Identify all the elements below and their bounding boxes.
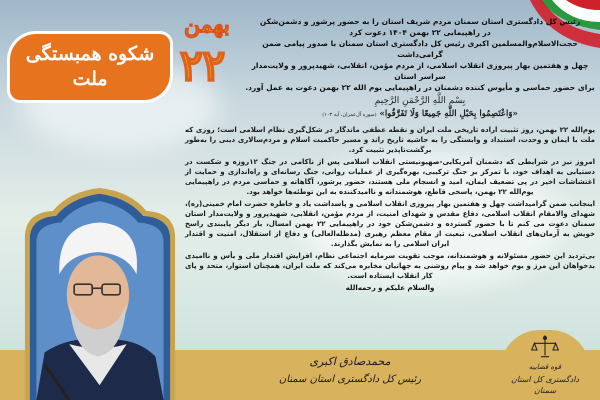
signatory-role: رئیس کل دادگستری استان سمنان (278, 374, 422, 385)
message-body (185, 125, 595, 281)
announcement-header (245, 16, 595, 93)
title-month: بهمن (184, 12, 230, 38)
closing: والسلام علیکم و رحمه‌الله (345, 284, 435, 292)
verse-ref: (سوره آل‌عمران، آیه ۱۰۳) (322, 112, 377, 118)
scales-of-justice-icon (531, 334, 559, 358)
paragraph: یوم‌الله ۲۲ بهمن، روز تثبیت اراده تاریخی ملت ایران و نقطه عطفی ماندگار در شکل‌گیری نظام اسلامی است؛ روزی که ملت با ایمان و وحدت، استبداد و وابستگی را به حاشیه تاریخ راند و مسیر حاکمیت اسلام و مردم‌سالاری دینی را به‌طور برگشت‌ناپذیر تثبیت کرد. (185, 126, 595, 154)
bismillah: بِسْمِ اللَّهِ الرَّحْمَنِ الرَّحِيمِ (374, 96, 466, 106)
header-line: برای حضور حماسی و مأیوس کننده دشمنان در راهپیمایی یوم الله ۲۲ بهمن دعوت به عمل آورد. (245, 83, 595, 92)
header-line: حجت‌الاسلام‌والمسلمین اکبری رئیس کل دادگستری استان سمنان با صدور پیامی ضمن گرامی‌داشت (262, 39, 578, 59)
paragraph: بی‌تردید این حضور مسئولانه و هوشمندانه، موجب تقویت سرمایه اجتماعی نظام، افزایش اقتدار ملی و یأس و ناامیدی بدخواهان این مرز و بوم خواهد شد و پیام روشنی به جهانیان مخابره می‌کند که ملت ایران، همچنان استوار، متحد و پای کار انقلاب ایستاده است. (185, 252, 595, 280)
emblem-unit: دادگستری کل استان سمنان (511, 375, 579, 395)
title-slogan: شکوه همبستگی ملت (10, 34, 170, 100)
quran-verse (245, 108, 595, 122)
header-line: در راهپیمایی ۲۲ بهمن ۱۴۰۴ دعوت کرد (349, 28, 491, 37)
paragraph: اینجانب ضمن گرامیداشت چهل و هفتمین بهار پیروزی انقلاب اسلامی و پاسداشت یاد و خاطره حضرت امام خمینی(ره)، شهدای والامقام انقلاب اسلامی، دفاع مقدس و شهدای امنیت، از مردم مؤمن، انقلابی، شهیدپرور و ولایت‌مدار استان سمنان دعوت می کنم تا با حضور گسترده و دشمن‌شکن خود در راهپیمایی ۲۲ بهمن امسال، بار دیگر پایبندی راسخ خویش به آرمان‌های انقلاب اسلامی، تبعیت از مقام معظم رهبری (مدظله‌العالی) و دفاع از استقلال، امنیت و اقتدار ایران اسلامی را به نمایش بگذارند. (185, 200, 595, 248)
message-column (185, 16, 595, 293)
signature (260, 354, 440, 387)
verse-text: «وَاعْتَصِمُوا بِحَبْلِ اللَّهِ جَمِيعًا وَلَا تَفَرَّقُوا» (379, 109, 518, 119)
judiciary-emblem (500, 334, 590, 396)
portrait (20, 188, 180, 400)
header-line: چهل و هفتمین بهار پیروزی انقلاب اسلامی، از مردم مؤمن، انقلابی، شهیدپرور و ولایت‌مدار سراسر استان (251, 61, 589, 81)
header-line: رئیس کل دادگستری استان سمنان مردم شریف استان را به حضور پرشور و دشمن‌شکن (259, 17, 581, 26)
signatory-name: محمدصادق اکبری (309, 355, 391, 368)
paragraph: امروز نیز در شرایطی که دشمنان آمریکایی-صهیونیستی انقلاب اسلامی پس از ناکامی در جنگ ۱۲روزه و شکست در دستیابی به اهداف خود، با تمرکز بر جنگ ترکیبی، بهره‌گیری از عملیات روانی، جنگ رسانه‌ای و راه‌اندازی و حمایت از اغتشاشات اخیر در پی تضعیف ایمان، امید و انسجام ملی هستند، حضور پرشور، آگاهانه و حماسی مردم در راهپیمایی یوم‌الله ۲۲ بهمن، پاسخی قاطع، هوشمندانه و ناامیدکننده به این توطئه‌ها خواهد بود. (185, 158, 595, 196)
title-number: ۲۲ (180, 41, 226, 90)
emblem-org: قوه قضاییه (528, 363, 562, 371)
